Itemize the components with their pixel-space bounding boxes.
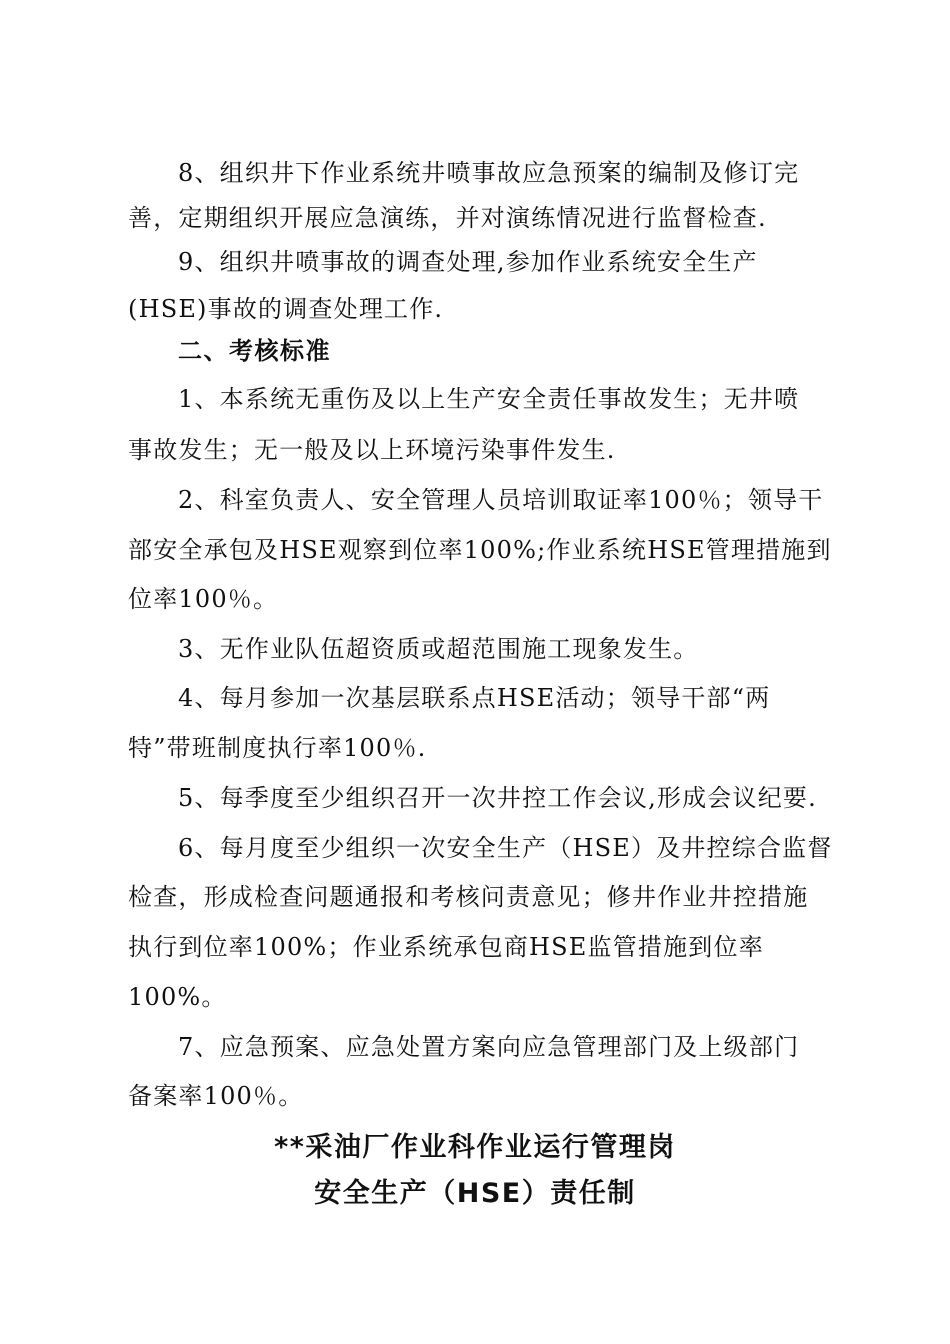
criterion-1-line-1: 1、本系统无重伤及以上生产安全责任事故发生；无井喷 (178, 385, 800, 413)
item-8-line-2: 善，定期组织开展应急演练，并对演练情况进行监督检查. (128, 204, 767, 232)
criterion-4-line-2: 特”带班制度执行率100％. (128, 734, 427, 762)
criterion-3-line-1: 3、无作业队伍超资质或超范围施工现象发生。 (178, 635, 699, 663)
criterion-2-line-2: 部安全承包及HSE观察到位率100%;作业系统HSE管理措施到 (128, 536, 832, 564)
criterion-6-line-1: 6、每月度至少组织一次安全生产（HSE）及井控综合监督 (178, 834, 833, 862)
criterion-6-line-2: 检查，形成检查问题通报和考核问责意见；修井作业井控措施 (128, 883, 809, 911)
criterion-1-line-2: 事故发生；无一般及以上环境污染事件发生. (128, 436, 616, 464)
criterion-4-line-1: 4、每月参加一次基层联系点HSE活动；领导干部“两 (178, 684, 771, 712)
criterion-6-line-4: 100%。 (128, 983, 227, 1011)
section-heading: 二、考核标准 (178, 337, 331, 365)
criterion-7-line-2: 备案率100％。 (128, 1082, 304, 1110)
next-title-line-1: **采油厂作业科作业运行管理岗 (274, 1132, 676, 1163)
next-title-line-2: 安全生产（HSE）责任制 (314, 1178, 636, 1209)
item-9-line-1: 9、组织井喷事故的调查处理,参加作业系统安全生产 (178, 248, 758, 276)
item-8-line-1: 8、组织井下作业系统井喷事故应急预案的编制及修订完 (178, 159, 800, 187)
criterion-5-line-1: 5、每季度至少组织召开一次井控工作会议,形成会议纪要. (178, 784, 817, 812)
item-9-line-2: (HSE)事故的调查处理工作. (128, 295, 444, 323)
criterion-2-line-1: 2、科室负责人、安全管理人员培训取证率100％；领导干 (178, 486, 824, 514)
criterion-6-line-3: 执行到位率100%；作业系统承包商HSE监管措施到位率 (128, 933, 764, 961)
criterion-7-line-1: 7、应急预案、应急处置方案向应急管理部门及上级部门 (178, 1033, 800, 1061)
criterion-2-line-3: 位率100％。 (128, 585, 279, 613)
